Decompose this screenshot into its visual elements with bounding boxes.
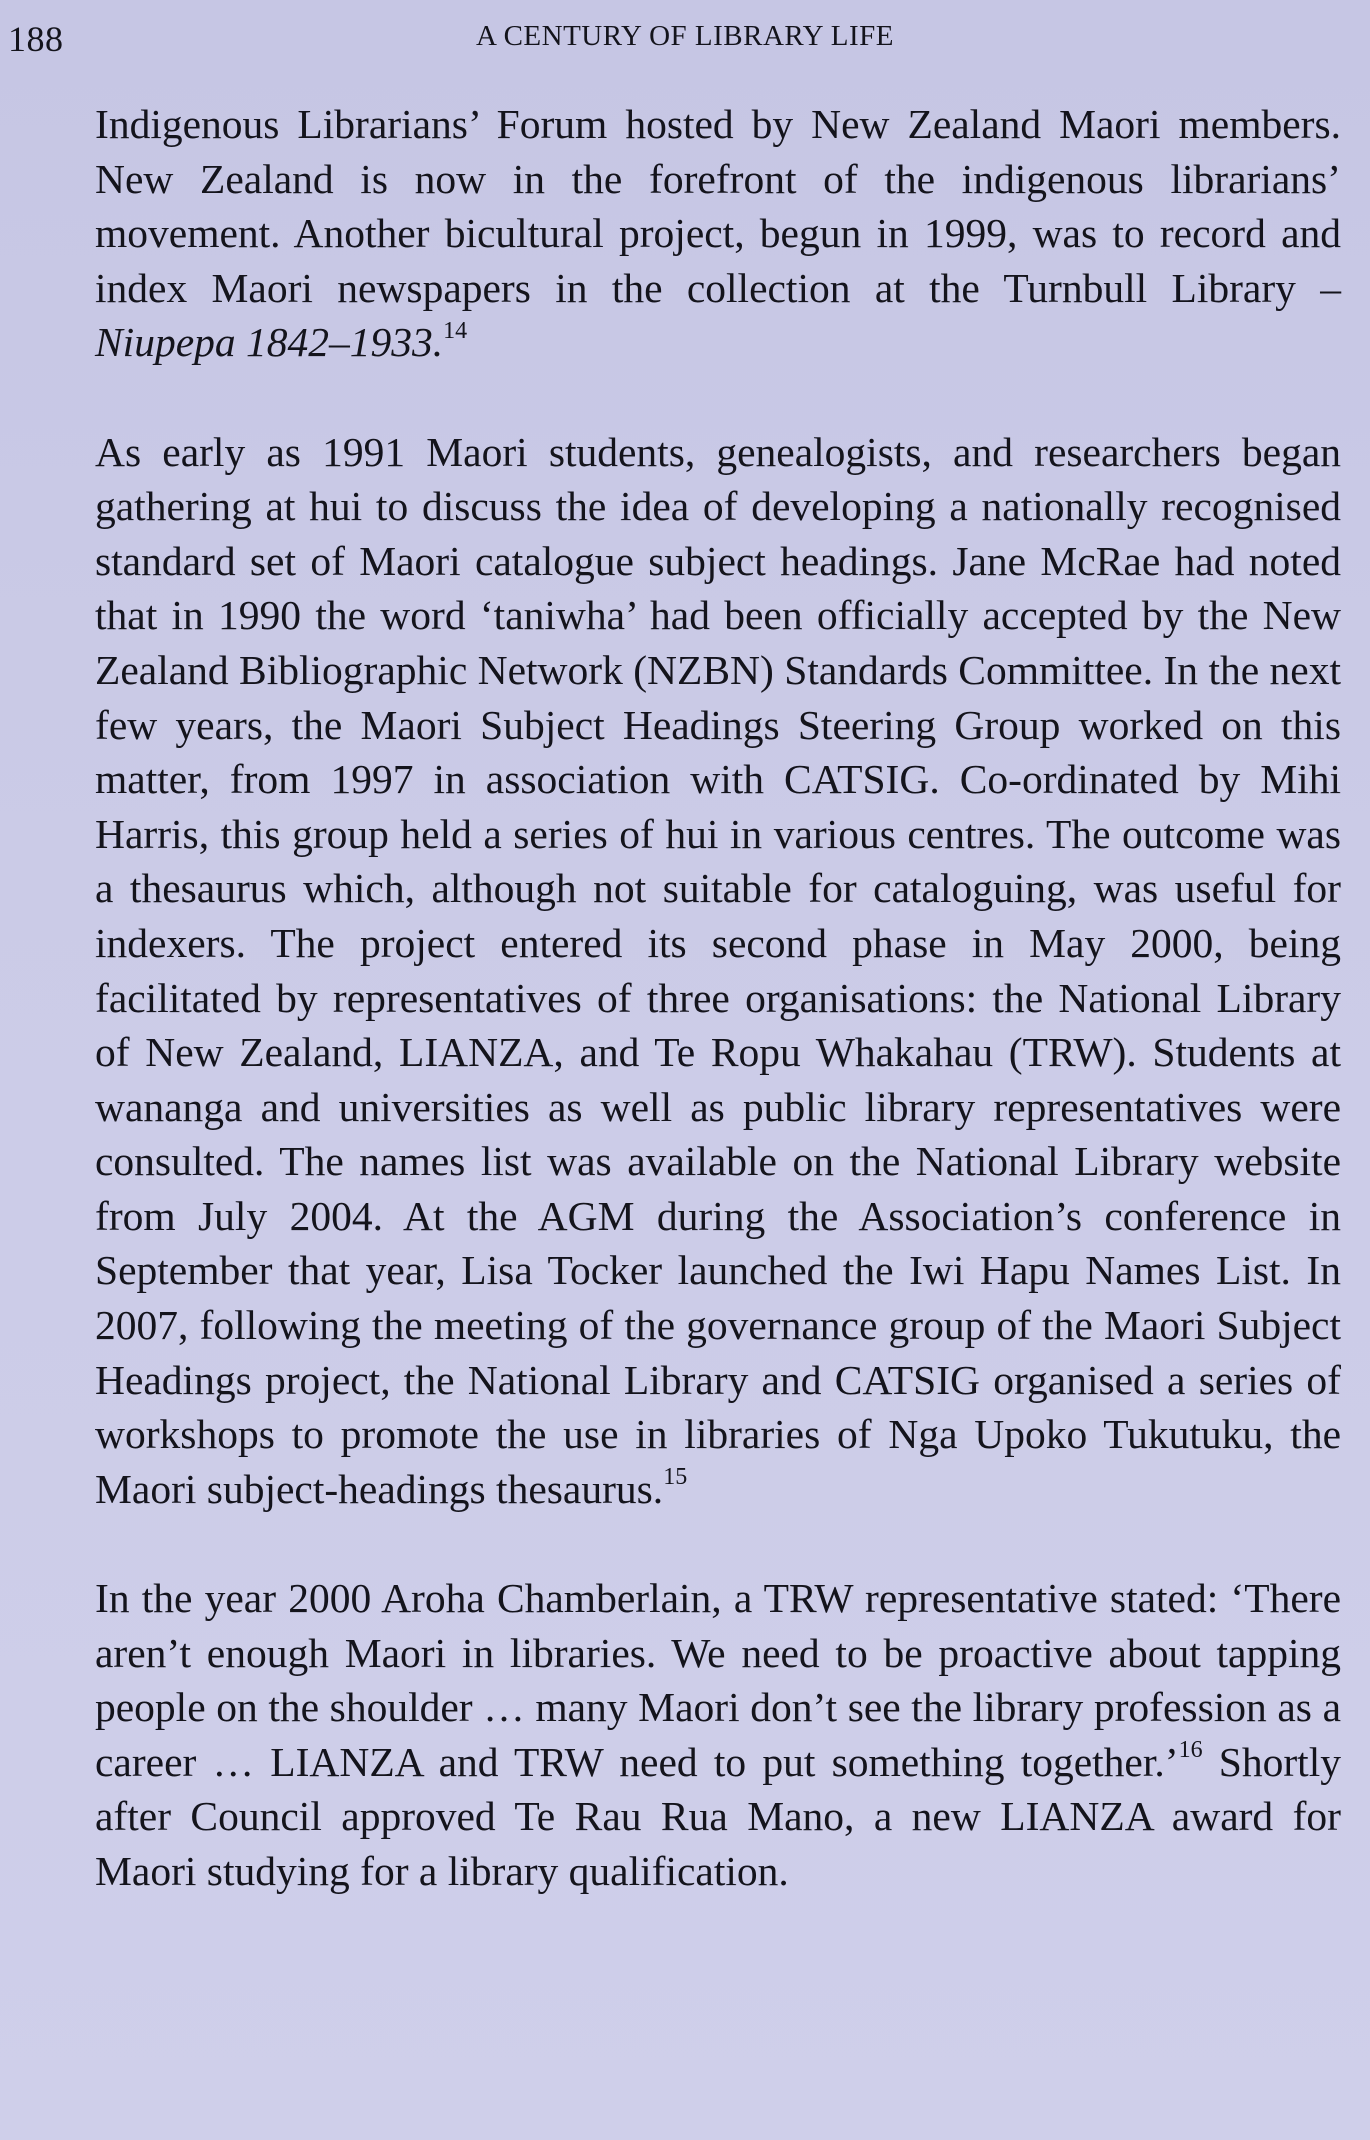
paragraph-3 — [95, 1571, 1341, 1899]
newspaper-title: Niupepa 1842–1933. — [95, 319, 444, 366]
footnote-ref-16: 16 — [1178, 1736, 1203, 1763]
paragraph-2-text: As early as 1991 Maori students, genealogists, and researchers began gathering at hui to discuss the idea of developing a nationally recognised standard set of Maori catalogue subject headings. Jane McRae had noted that in 1990 the word ‘taniwha’ had been officially accepted by the New Zealand Bibliographic Network (NZBN) Standards Committee. In the next few years, the Maori Subject Headings Steering Group worked on this matter, from 1997 in association with CATSIG. Co-ordinated by Mihi Harris, this group held a series of hui in various centres. The outcome was a thesaurus which, although not suitable for cataloguing, was useful for indexers. The project entered its second phase in May 2000, being facilitated by representatives of three organisations: the National Library of New Zealand, LIANZA, and Te Ropu Whakahau (TRW). Students at wananga and universities as well as public library representatives were consulted. The names list was available on the National Library website from July 2004. At the AGM during the Association’s conference in September that year, Lisa Tocker launched the Iwi Hapu Names List. In 2007, following the meeting of the governance group of the Maori Subject Headings project, the National Library and CATSIG organised a series of workshops to promote the use in libraries of Nga Upoko Tukutuku, the Maori subject-headings thesaurus. — [95, 428, 1341, 1512]
paragraph-3-text-b: Shortly after Council approved Te Rau Rua Mano, a new LIANZA award for Maori studying for a library qualification. — [95, 1738, 1341, 1894]
page-number: 188 — [8, 19, 64, 59]
paragraph-1 — [95, 97, 1341, 370]
body-text — [95, 97, 1341, 1899]
paragraph-3-text-a: In the year 2000 Aroha Chamberlain, a TRW representative stated: ‘There aren’t enough Maori in libraries. We need to be proactive about tapping people on the shoulder … many Maori don’t see the library profession as a career … LIANZA and TRW need to put something together.’ — [95, 1575, 1341, 1785]
footnote-ref-14: 14 — [443, 317, 468, 344]
footnote-ref-15: 15 — [663, 1464, 688, 1491]
paragraph-1-text: Indigenous Librarians’ Forum hosted by New Zealand Maori members. New Zealand is now in the forefront of the indigenous librarians’ movement. Another bicultural project, begun in 1999, was to record and index Maori newspapers in the collection at the Turnbull Library – — [95, 101, 1341, 311]
running-head: A CENTURY OF LIBRARY LIFE — [475, 20, 894, 52]
paragraph-2 — [95, 425, 1341, 1517]
